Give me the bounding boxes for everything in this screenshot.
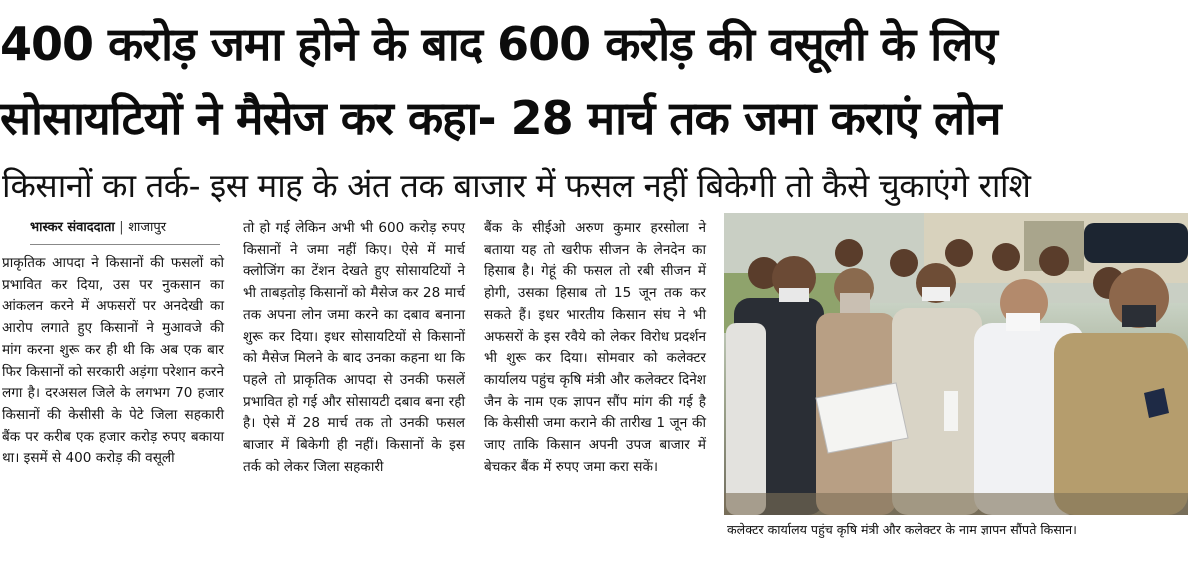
- article-column-2: [243, 218, 465, 478]
- article-column-3: [484, 218, 706, 478]
- photo-caption: कलेक्टर कार्यालय पहुंच कृषि मंत्री और कलेक्टर के नाम ज्ञापन सौंपते किसान।: [727, 522, 1077, 537]
- column-1-text: प्राकृतिक आपदा ने किसानों की फसलों को प्रभावित कर दिया, उस पर नुकसान का आंकलन करने में अफसरों पर अनदेखी का आरोप लगाते हुए किसानों ने मुआवजे की मांग करना शुरू कर ही थी कि अब एक बार फिर किसानों को सरकारी अड़ंगा परेशान करने लगा है। दरअसल जिले के लगभग 70 हजार किसानों की केसीसी के पेटे जिला सहकारी बैंक पर करीब एक हजार करोड़ रुपए बकाया था। इसमें से 400 करोड़ की वसूली: [2, 255, 224, 467]
- column-2-text: तो हो गई लेकिन अभी भी 600 करोड़ रुपए किसानों ने जमा नहीं किए। ऐसे में मार्च क्लोजिंग का टेंशन देखते हुए सोसायटियों ने भी ताबड़तोड़ किसानों को मैसेज कर 28 मार्च तक अपना लोन जमा करने का दबाव बनाना शुरू कर दिया। इधर सोसायटियों से किसानों को मैसेज मिलने के बाद उनका कहना था कि पहले तो प्राकृतिक आपदा से उनकी फसलें प्रभावित हो गई और सोसायटी दबाव बना रही है। ऐसे में 28 मार्च तक तो उनकी फसल बाजार में बिकेगी ही नहीं। किसानों के इस तर्क को लेकर जिला सहकारी: [243, 220, 465, 475]
- byline-reporter: भास्कर संवाददाता: [30, 220, 115, 235]
- column-3-text: बैंक के सीईओ अरुण कुमार हरसोला ने बताया यह तो खरीफ सीजन के लेनदेन का हिसाब है। गेहूं की फसल तो रबी सीजन में होगी, उसका हिसाब तो 15 जून तक कर सकते हैं। इधर भारतीय किसान संघ ने भी अफसरों के इस रवैये को लेकर विरोध प्रदर्शन भी शुरू कर दिया। सोमवार को कलेक्टर कार्यालय पहुंच कृषि मंत्री और कलेक्टर दिनेश जैन के नाम एक ज्ञापन सौंप मांग की गई है कि केसीसी जमा कराने की तारीख 1 जून की जाए ताकि किसान अपनी उपज बाजार में बेचकर बैंक में रुपए जमा करा सकें।: [484, 220, 706, 475]
- byline-separator: |: [119, 220, 124, 235]
- headline-line-1: 400 करोड़ जमा होने के बाद 600 करोड़ की वसूली के लिए: [0, 17, 997, 71]
- byline-place: शाजापुर: [128, 220, 167, 235]
- article-column-1: [2, 218, 224, 470]
- farmers-memorandum-photo-illustration: [724, 213, 1188, 515]
- byline: [30, 218, 220, 245]
- headline-line-2: सोसायटियों ने मैसेज कर कहा- 28 मार्च तक जमा कराएं लोन: [0, 91, 1001, 145]
- subheadline: किसानों का तर्क- इस माह के अंत तक बाजार में फसल नहीं बिकेगी तो कैसे चुकाएंगे राशि: [2, 166, 1031, 205]
- news-photo: [724, 213, 1188, 515]
